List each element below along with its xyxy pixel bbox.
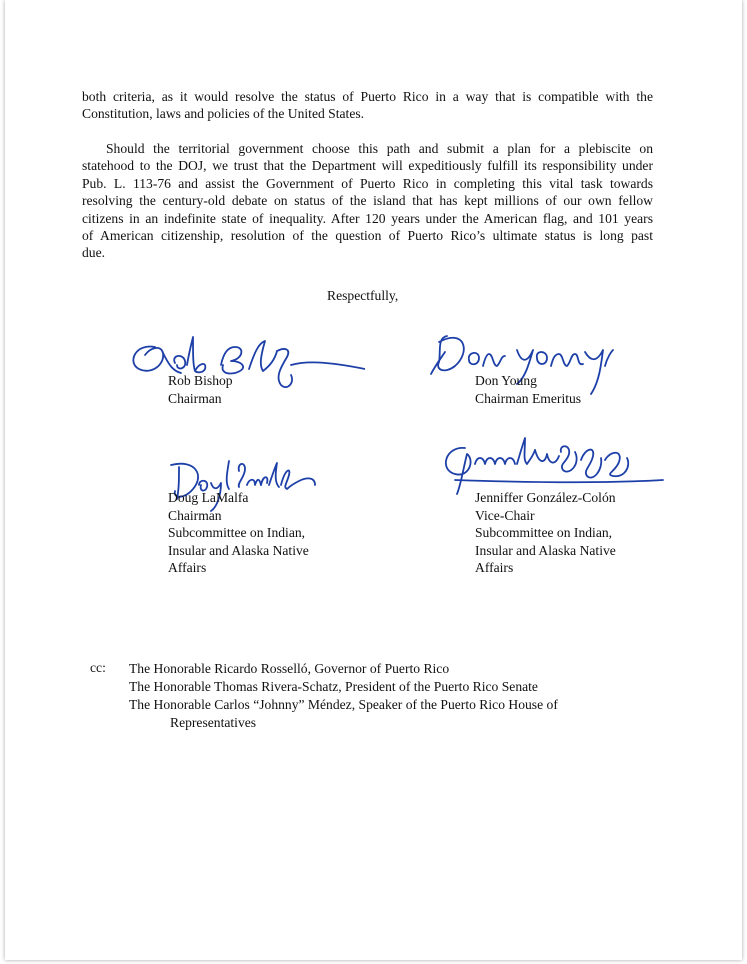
signatory-name: Jenniffer González-Colón	[475, 490, 616, 505]
body-paragraph-2	[82, 140, 653, 262]
closing-salutation: Respectfully,	[327, 288, 399, 303]
body-paragraph-1	[82, 88, 653, 123]
signature-rob-bishop	[125, 325, 365, 395]
cc-recipient: The Honorable Thomas Rivera-Schatz, President of the Puerto Rico Senate	[129, 679, 538, 694]
signature-block-young	[475, 372, 581, 407]
paragraph-1-line: both criteria, as it would resolve the status of Puerto Rico in a way that is compatible with the	[82, 89, 653, 104]
signatory-name: Rob Bishop	[168, 373, 233, 388]
signature-block-bishop	[168, 372, 233, 407]
signatory-title: Subcommittee on Indian,	[168, 525, 306, 541]
signatory-title: Vice-Chair	[475, 507, 535, 523]
letter-page	[5, 0, 742, 960]
signature-block-lamalfa	[168, 489, 309, 577]
signatory-title: Chairman	[168, 507, 222, 523]
paragraph-2-line: statehood to the DOJ, we trust that the Department will expeditiously fulfill its responsibility under	[82, 158, 653, 174]
signatory-title: Insular and Alaska Native	[475, 542, 616, 558]
signatory-title: Chairman Emeritus	[475, 390, 582, 406]
signatory-name: Don Young	[475, 373, 537, 388]
signatory-title: Chairman	[168, 390, 222, 406]
paragraph-2-line: Pub. L. 113-76 and assist the Government of Puerto Rico in completing this vital task towards	[82, 175, 653, 191]
signatory-title: Subcommittee on Indian,	[475, 525, 613, 541]
signatory-name: Doug LaMalfa	[168, 490, 249, 505]
paragraph-1-line: Constitution, laws and policies of the United States.	[82, 106, 365, 122]
cc-recipient-continuation: Representatives	[170, 715, 257, 730]
paragraph-2-line: due.	[82, 245, 106, 261]
cc-recipient: The Honorable Carlos “Johnny” Méndez, Speaker of the Puerto Rico House of	[129, 697, 558, 712]
paragraph-2-line: resolving the century-old debate on status of the island that has kept millions of our own fellow	[82, 193, 653, 209]
paragraph-2-line: of American citizenship, resolution of the question of Puerto Rico’s ultimate status is long past	[82, 228, 653, 244]
signatory-title: Affairs	[475, 560, 514, 576]
paragraph-2-line: Should the territorial government choose this path and submit a plan for a plebiscite on	[106, 141, 653, 156]
cc-label: cc:	[90, 660, 106, 675]
cc-recipient-list	[129, 660, 558, 732]
signatory-title: Insular and Alaska Native	[168, 542, 309, 558]
signatory-title: Affairs	[168, 560, 207, 576]
cc-recipient: The Honorable Ricardo Rosselló, Governor of Puerto Rico	[129, 661, 450, 676]
signature-block-gonzalez	[475, 489, 616, 577]
paragraph-2-line: citizens in an indefinite state of inequality. After 120 years under the American flag, and 101 years	[82, 210, 653, 226]
